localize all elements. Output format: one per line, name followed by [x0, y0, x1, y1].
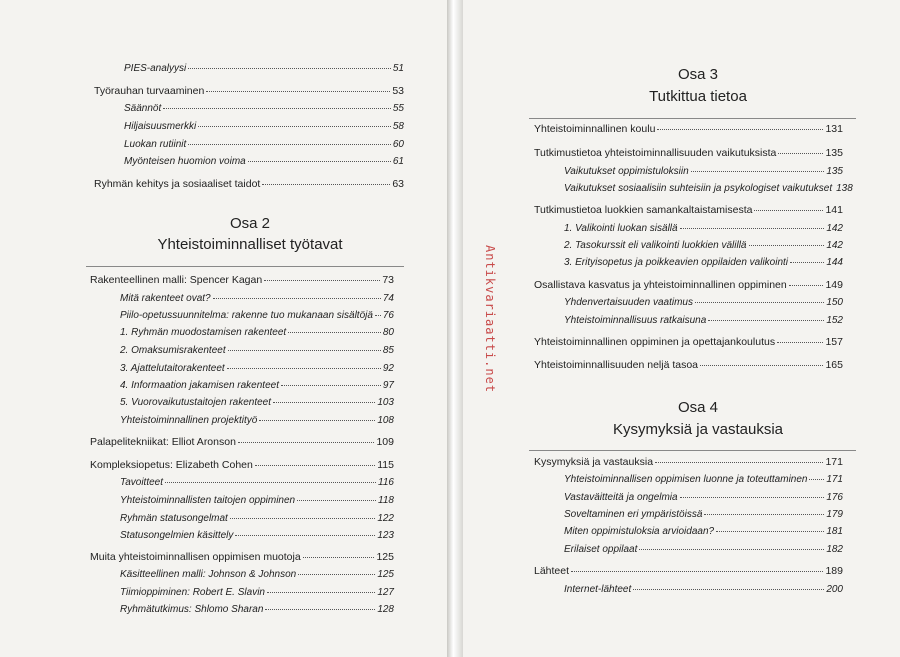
- toc-entry-title: Erilaiset oppilaat: [564, 544, 638, 555]
- toc-entry-page: 76: [382, 310, 394, 321]
- dot-leader: [188, 68, 391, 69]
- dot-leader: [262, 184, 390, 185]
- toc-entry-page: 144: [826, 257, 843, 268]
- toc-subentry: [120, 414, 394, 427]
- dot-leader: [273, 402, 375, 403]
- toc-entry-title: Vaikutukset oppimistuloksiin: [564, 166, 689, 177]
- toc-entry: [534, 565, 843, 578]
- toc-entry-title: 1. Valikointi luokan sisällä: [564, 223, 678, 234]
- toc-entry-title: 2. Omaksumisrakenteet: [120, 345, 226, 356]
- dot-leader: [809, 479, 824, 480]
- toc-entry: [534, 336, 843, 349]
- toc-entry-title: Yhdenvertaisuuden vaatimus: [564, 297, 693, 308]
- dot-leader: [571, 571, 823, 572]
- toc-subentry: [564, 165, 843, 178]
- toc-entry-page: 118: [378, 495, 394, 506]
- toc-entry-title: Piilo-opetussuunnitelma: rakenne tuo mukanaan sisältöjä: [120, 310, 373, 321]
- toc-entry-title: Yhteistoiminnallinen projektityö: [120, 415, 258, 426]
- toc-subentry: [564, 583, 843, 596]
- toc-entry-title: Käsitteellinen malli: Johnson & Johnson: [120, 569, 297, 580]
- toc-entry-title: Yhteistoiminnallinen oppiminen ja opettajankoulutus: [534, 336, 776, 348]
- toc-subentry: [120, 396, 394, 409]
- toc-entry-page: 74: [382, 293, 394, 304]
- toc-entry-page: 179: [826, 509, 843, 520]
- toc-entry-page: 116: [378, 477, 394, 488]
- toc-entry-title: Rakenteellinen malli: Spencer Kagan: [90, 274, 263, 286]
- toc-entry: [90, 459, 394, 472]
- toc-entry-title: Ryhmän kehitys ja sosiaaliset taidot: [94, 178, 261, 190]
- toc-entry: [90, 436, 394, 449]
- toc-entry-title: Yhteistoiminnallisuus ratkaisuna: [564, 315, 707, 326]
- toc-entry-page: 135: [825, 147, 843, 159]
- toc-entry-title: Kysymyksiä ja vastauksia: [534, 456, 654, 468]
- toc-subentry: [564, 543, 843, 556]
- toc-entry-page: 92: [382, 363, 394, 374]
- toc-entry-page: 63: [392, 178, 404, 190]
- toc-entry: [94, 178, 404, 191]
- dot-leader: [238, 442, 375, 443]
- book-gutter: [447, 0, 463, 657]
- toc-entry-title: Vastaväitteitä ja ongelmia: [564, 492, 678, 503]
- toc-subentry: [564, 508, 843, 521]
- dot-leader: [655, 462, 823, 463]
- toc-subentry: [120, 494, 394, 507]
- toc-entry-title: Vaikutukset sosiaalisiin suhteisiin ja psykologiset vaikutukset: [564, 183, 833, 194]
- toc-entry-title: 4. Informaation jakamisen rakenteet: [120, 380, 279, 391]
- toc-entry-page: 109: [376, 436, 394, 448]
- toc-subentry: [564, 182, 853, 195]
- toc-entry-page: 150: [826, 297, 843, 308]
- toc-entry-page: 128: [377, 604, 394, 615]
- dot-leader: [790, 262, 824, 263]
- toc-entry-page: 53: [392, 85, 404, 97]
- part-2-label: Osa 2: [229, 215, 271, 232]
- toc-entry-title: Muita yhteistoiminnallisen oppimisen muotoja: [90, 551, 301, 563]
- toc-entry: [534, 359, 843, 372]
- dot-leader: [265, 609, 375, 610]
- dot-leader: [213, 298, 381, 299]
- toc-subentry: [564, 239, 843, 252]
- toc-subentry: [564, 473, 843, 486]
- part-2-rule: [86, 266, 404, 267]
- toc-entry-page: 60: [392, 139, 404, 150]
- toc-entry-page: 108: [377, 415, 394, 426]
- toc-entry-page: 176: [826, 492, 843, 503]
- toc-entry-page: 181: [826, 526, 843, 537]
- dot-leader: [680, 497, 825, 498]
- antikvariaatti-watermark: Antikvariaatti.net: [483, 245, 497, 394]
- dot-leader: [789, 285, 824, 286]
- toc-entry-page: 165: [825, 359, 843, 371]
- dot-leader: [303, 557, 375, 558]
- toc-subentry: [120, 309, 394, 322]
- toc-entry-title: PIES-analyysi: [124, 63, 187, 74]
- part-4-title: Kysymyksiä ja vastauksia: [612, 421, 784, 438]
- toc-entry-title: 1. Ryhmän muodostamisen rakenteet: [120, 327, 287, 338]
- toc-entry: [90, 551, 394, 564]
- toc-entry-title: Ryhmätutkimus: Shlomo Sharan: [120, 604, 264, 615]
- toc-entry-page: 80: [382, 327, 394, 338]
- toc-subentry: [124, 62, 404, 75]
- toc-entry-page: 123: [377, 530, 394, 541]
- toc-entry-title: Työrauhan turvaaminen: [94, 85, 205, 97]
- toc-entry: [534, 204, 843, 217]
- toc-entry-title: 3. Ajattelutaitorakenteet: [120, 363, 225, 374]
- toc-entry-page: 171: [826, 474, 843, 485]
- toc-subentry: [564, 525, 843, 538]
- toc-entry-title: Tavoitteet: [120, 477, 163, 488]
- toc-entry: [534, 147, 843, 160]
- toc-entry: [534, 456, 843, 469]
- toc-entry-title: Palapelitekniikat: Elliot Aronson: [90, 436, 236, 448]
- dot-leader: [264, 280, 380, 281]
- toc-entry-title: Soveltaminen eri ympäristöissä: [564, 509, 703, 520]
- toc-entry-title: Internet-lähteet: [564, 584, 632, 595]
- toc-entry-page: 61: [392, 156, 404, 167]
- toc-entry-page: 97: [382, 380, 394, 391]
- toc-subentry: [124, 120, 404, 133]
- toc-entry-page: 103: [377, 397, 394, 408]
- dot-leader: [716, 531, 824, 532]
- toc-entry-title: Mitä rakenteet ovat?: [120, 293, 211, 304]
- dot-leader: [657, 129, 823, 130]
- toc-entry-page: 125: [376, 551, 394, 563]
- dot-leader: [267, 592, 375, 593]
- toc-entry-page: 138: [836, 183, 853, 194]
- dot-leader: [165, 482, 376, 483]
- toc-entry-title: Yhteistoiminnallisten taitojen oppiminen: [120, 495, 296, 506]
- toc-entry-page: 171: [825, 456, 843, 468]
- dot-leader: [680, 228, 825, 229]
- toc-entry-page: 58: [392, 121, 404, 132]
- dot-leader: [288, 332, 381, 333]
- dot-leader: [749, 245, 825, 246]
- toc-subentry: [564, 491, 843, 504]
- toc-entry-title: Hiljaisuusmerkki: [124, 121, 197, 132]
- toc-entry-title: Ryhmän statusongelmat: [120, 513, 228, 524]
- toc-subentry: [120, 344, 394, 357]
- toc-entry-title: Yhteistoiminnallisen oppimisen luonne ja toteuttaminen: [564, 474, 808, 485]
- toc-subentry: [124, 102, 404, 115]
- right-page: [463, 0, 900, 657]
- part-3-label: Osa 3: [677, 66, 719, 83]
- dot-leader: [633, 589, 824, 590]
- part-2-title: Yhteistoiminnalliset työtavat: [157, 236, 343, 253]
- toc-entry-page: 115: [377, 459, 394, 471]
- dot-leader: [188, 144, 391, 145]
- dot-leader: [639, 549, 824, 550]
- left-page: [0, 0, 447, 657]
- toc-entry-title: 2. Tasokurssit eli valikointi luokkien välillä: [564, 240, 747, 251]
- toc-entry-page: 149: [825, 279, 843, 291]
- dot-leader: [235, 535, 375, 536]
- toc-subentry: [124, 155, 404, 168]
- dot-leader: [163, 108, 391, 109]
- toc-subentry: [564, 314, 843, 327]
- toc-subentry: [564, 256, 843, 269]
- toc-entry-page: 200: [826, 584, 843, 595]
- dot-leader: [708, 320, 824, 321]
- toc-entry-title: Yhteistoiminnallinen koulu: [534, 123, 656, 135]
- toc-entry-title: Lähteet: [534, 565, 570, 577]
- toc-entry-page: 51: [392, 63, 404, 74]
- part-3-title: Tutkittua tietoa: [649, 88, 747, 105]
- toc-entry-title: 3. Erityisopetus ja poikkeavien oppilaiden valikointi: [564, 257, 789, 268]
- dot-leader: [206, 91, 390, 92]
- dot-leader: [754, 210, 823, 211]
- toc-entry-page: 182: [826, 544, 843, 555]
- toc-entry-title: Myönteisen huomion voima: [124, 156, 246, 167]
- toc-subentry: [120, 568, 394, 581]
- part-4-label: Osa 4: [677, 399, 719, 416]
- toc-entry-page: 142: [826, 240, 843, 251]
- dot-leader: [281, 385, 381, 386]
- dot-leader: [230, 518, 375, 519]
- dot-leader: [227, 368, 381, 369]
- toc-entry-page: 157: [825, 336, 843, 348]
- dot-leader: [297, 500, 376, 501]
- toc-entry-title: Statusongelmien käsittely: [120, 530, 234, 541]
- toc-entry-page: 122: [377, 513, 394, 524]
- toc-entry-title: Yhteistoiminnallisuuden neljä tasoa: [534, 359, 699, 371]
- part-3-rule: [529, 118, 856, 119]
- toc-subentry: [564, 296, 843, 309]
- toc-entry-page: 135: [826, 166, 843, 177]
- toc-entry-title: Tiimioppiminen: Robert E. Slavin: [120, 587, 265, 598]
- toc-subentry: [120, 379, 394, 392]
- toc-subentry: [120, 529, 394, 542]
- dot-leader: [691, 171, 825, 172]
- toc-entry-title: Säännöt: [124, 103, 162, 114]
- toc-entry: [534, 279, 843, 292]
- dot-leader: [695, 302, 824, 303]
- toc-entry-page: 125: [377, 569, 394, 580]
- toc-entry: [94, 85, 404, 98]
- dot-leader: [700, 365, 823, 366]
- toc-entry: [534, 123, 843, 136]
- toc-entry-title: Luokan rutiinit: [124, 139, 187, 150]
- toc-entry-page: 152: [826, 315, 843, 326]
- toc-subentry: [564, 222, 843, 235]
- dot-leader: [778, 153, 823, 154]
- toc-entry-page: 85: [382, 345, 394, 356]
- dot-leader: [298, 574, 375, 575]
- toc-entry-title: Kompleksiopetus: Elizabeth Cohen: [90, 459, 253, 471]
- dot-leader: [704, 514, 824, 515]
- toc-entry-page: 141: [825, 204, 843, 216]
- toc-subentry: [120, 476, 394, 489]
- toc-subentry: [124, 138, 404, 151]
- toc-subentry: [120, 586, 394, 599]
- dot-leader: [777, 342, 823, 343]
- toc-subentry: [120, 603, 394, 616]
- toc-entry-page: 142: [826, 223, 843, 234]
- toc-entry-title: 5. Vuorovaikutustaitojen rakenteet: [120, 397, 272, 408]
- toc-entry-page: 189: [825, 565, 843, 577]
- toc-entry: [90, 274, 394, 287]
- toc-entry-title: Tutkimustietoa luokkien samankaltaistamisesta: [534, 204, 753, 216]
- toc-subentry: [120, 292, 394, 305]
- toc-entry-page: 131: [825, 123, 843, 135]
- toc-entry-page: 127: [377, 587, 394, 598]
- toc-subentry: [120, 326, 394, 339]
- toc-entry-page: 55: [392, 103, 404, 114]
- toc-entry-page: 73: [382, 274, 394, 286]
- toc-entry-title: Miten oppimistuloksia arvioidaan?: [564, 526, 715, 537]
- dot-leader: [255, 465, 375, 466]
- dot-leader: [198, 126, 391, 127]
- dot-leader: [375, 315, 381, 316]
- dot-leader: [248, 161, 391, 162]
- dot-leader: [259, 420, 375, 421]
- toc-subentry: [120, 512, 394, 525]
- toc-entry-title: Tutkimustietoa yhteistoiminnallisuuden vaikutuksista: [534, 147, 777, 159]
- toc-entry-title: Osallistava kasvatus ja yhteistoiminnallinen oppiminen: [534, 279, 787, 291]
- toc-subentry: [120, 362, 394, 375]
- part-4-rule: [529, 450, 856, 451]
- dot-leader: [228, 350, 381, 351]
